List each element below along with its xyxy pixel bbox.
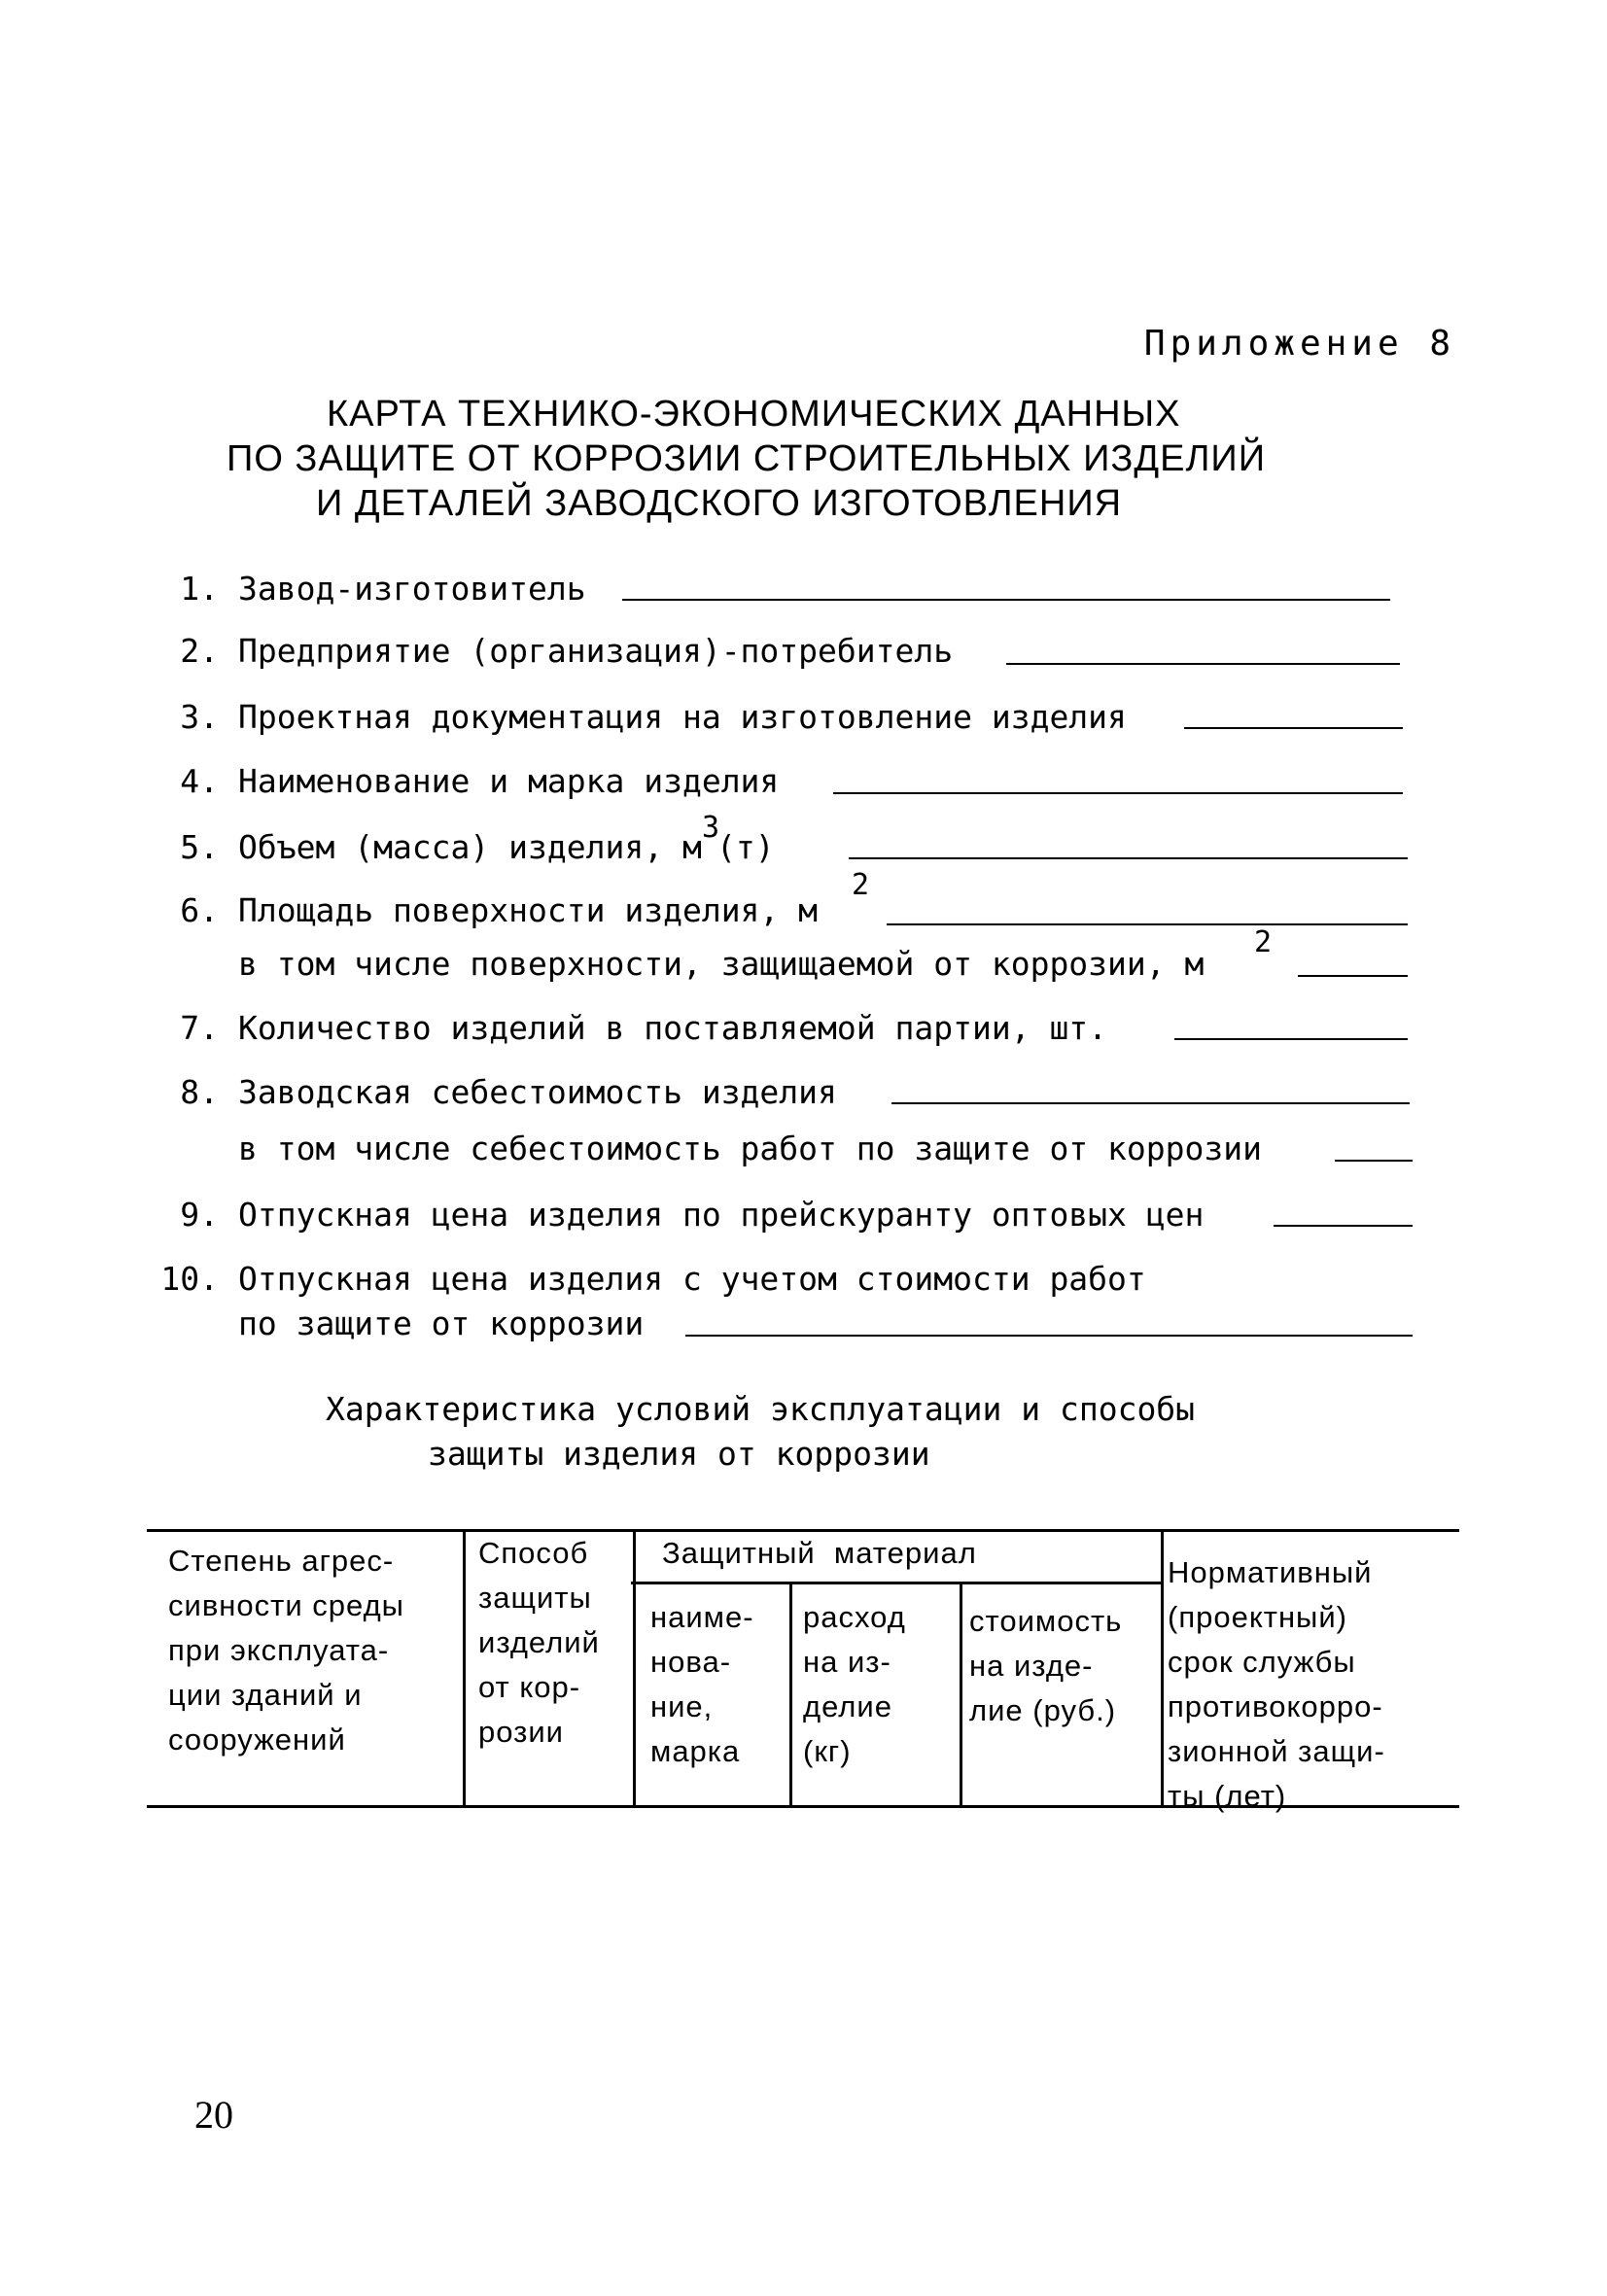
field-product-name[interactable]	[833, 792, 1403, 794]
header-protective-material: Защитный материал	[662, 1536, 977, 1570]
field-manufacturer[interactable]	[622, 599, 1390, 601]
col-divider	[960, 1583, 962, 1807]
title-line-2: ПО ЗАЩИТЕ ОТ КОРРОЗИИ СТРОИТЕЛЬНЫХ ИЗДЕЛИЙ	[227, 438, 1267, 479]
col-divider	[1161, 1529, 1164, 1807]
page-number: 20	[194, 2093, 233, 2137]
field-factory-cost[interactable]	[891, 1102, 1410, 1104]
field-price-with-protection[interactable]	[685, 1335, 1413, 1337]
col-divider	[633, 1529, 636, 1807]
header-material-name: наиме- нова- ние, марка	[650, 1600, 754, 1768]
document-page: Приложение 8 КАРТА ТЕХНИКО-ЭКОНОМИЧЕСКИХ ДАННЫХ ПО ЗАЩИТЕ ОТ КОРРОЗИИ СТРОИТЕЛЬНЫХ ИЗДЕЛИЙ И ДЕТАЛЕЙ ЗАВОДСКОГО ИЗГОТОВЛЕНИЯ 1. Завод-изготовитель 2. Предприятие (организация)-потребитель 3. Проектная документация на изготовление изделия 4. Наименование и марка изделия 5. Объем (масса) изделия, м 3 (т) 6. Площадь поверхности изделия, м 2 в том числе поверхности, защищаемой от коррозии, м 2 7. Количество изделий в поставляемой партии, шт. 8. Заводская себестоимость изделия в том числе себестоимость работ по защите от коррозии 9. Отпускная цена изделия по прейскуранту оптовых цен 10. Отпускная цена изделия с учетом стоимости работ по защите от коррозии Характеристика условий эксплуатации и способы защиты изделия от коррозии Степень агрес- сивности среды при эксплуата- ции зданий и сооружений Способ защиты изделий от кор- розии Защитный материал наиме- нова- ние, марка расход на из- делие (кг) стоимость на изде- лие (руб.) Нормативный (проектный) срок службы противокорро- зионной защи- ты (лет) 20	[0, 0, 1607, 2296]
field-protection-cost[interactable]	[1335, 1160, 1413, 1162]
header-material-cost: стоимость на изде- лие (руб.)	[969, 1604, 1123, 1727]
appendix-label: Приложение 8	[1143, 324, 1455, 364]
field-project-docs[interactable]	[1184, 727, 1403, 729]
header-protection-method: Способ защиты изделий от кор- розии	[478, 1536, 600, 1749]
group-header-rule	[631, 1582, 1161, 1584]
title-line-3: И ДЕТАЛЕЙ ЗАВОДСКОГО ИЗГОТОВЛЕНИЯ	[316, 483, 1123, 524]
header-aggressiveness: Степень агрес- сивности среды при эксплуата- ции зданий и сооружений	[168, 1544, 404, 1757]
header-service-life: Нормативный (проектный) срок службы противокорро- зионной защи- ты (лет)	[1168, 1555, 1385, 1813]
field-protected-surface[interactable]	[1298, 975, 1408, 977]
header-material-consumption: расход на из- делие (кг)	[803, 1600, 906, 1768]
field-wholesale-price[interactable]	[1274, 1225, 1413, 1227]
field-volume[interactable]	[849, 857, 1408, 859]
title-line-1: КАРТА ТЕХНИКО-ЭКОНОМИЧЕСКИХ ДАННЫХ	[327, 394, 1181, 435]
col-divider	[463, 1529, 466, 1807]
field-quantity[interactable]	[1174, 1038, 1408, 1040]
field-surface-area[interactable]	[887, 923, 1408, 925]
col-divider	[789, 1583, 792, 1807]
field-consumer[interactable]	[1006, 663, 1400, 665]
characteristics-table	[147, 1529, 1459, 1811]
